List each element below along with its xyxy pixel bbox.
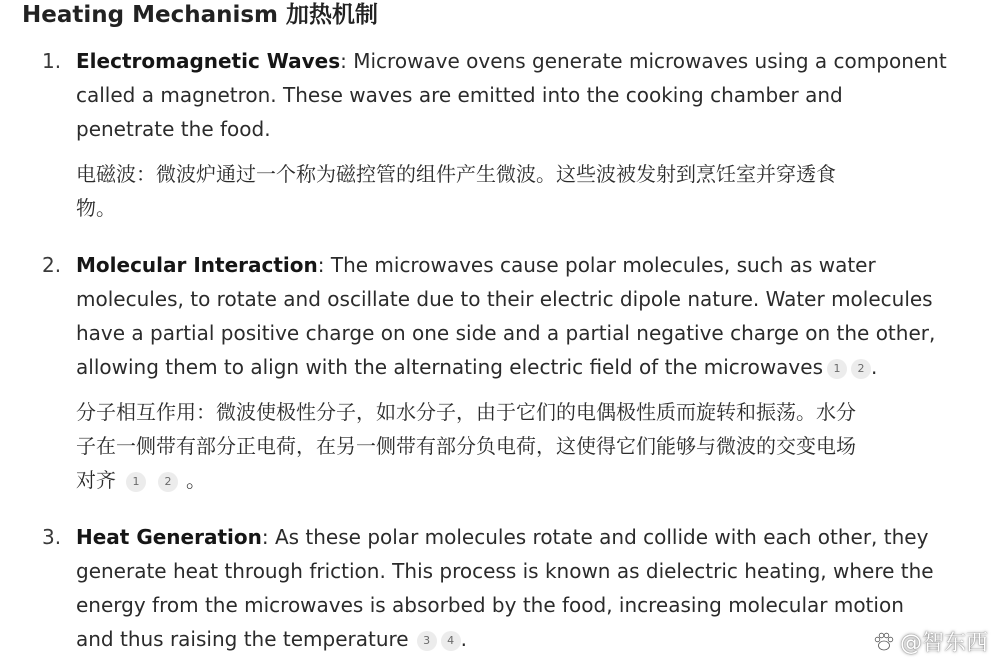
translation-text: 对齐 — [76, 468, 116, 492]
item-text: and thus raising the temperature — [76, 627, 409, 651]
translation-text: 物。 — [76, 196, 116, 220]
item-title: Heat Generation — [76, 525, 262, 549]
item-text: molecules, to rotate and oscillate due to their electric dipole nature. Water molecules — [76, 287, 933, 311]
item-text: have a partial positive charge on one side and a partial negative charge on the other, — [76, 321, 936, 345]
watermark-text: @智东西 — [899, 631, 988, 656]
list-item-molecular-interaction — [76, 248, 981, 384]
list-item-heat-generation — [76, 520, 981, 656]
section-heading: Heating Mechanism 加热机制 — [22, 2, 379, 28]
translation-text: 电磁波：微波炉通过一个称为磁控管的组件产生微波。这些波被发射到烹饪室并穿透食 — [76, 162, 836, 186]
item-text: : Microwave ovens generate microwaves using a component — [340, 49, 947, 73]
item-translation — [76, 157, 981, 225]
item-text: generate heat through friction. This process is known as dielectric heating, where the — [76, 559, 934, 583]
translation-text: 子在一侧带有部分正电荷，在另一侧带有部分负电荷，这使得它们能够与微波的交变电场 — [76, 434, 856, 458]
item-translation — [76, 395, 981, 497]
list-number: 2. — [42, 253, 62, 277]
citation-badge[interactable]: 1 — [126, 472, 146, 492]
citation-badge[interactable]: 2 — [158, 472, 178, 492]
translation-text: 分子相互作用：微波使极性分子，如水分子，由于它们的电偶极性质而旋转和振荡。水分 — [76, 400, 856, 424]
citation-badge[interactable]: 3 — [417, 631, 437, 651]
item-text-end: . — [460, 627, 467, 651]
item-text-end: . — [871, 355, 878, 379]
item-text: : As these polar molecules rotate and collide with each other, they — [261, 525, 929, 549]
item-text: energy from the microwaves is absorbed by the food, increasing molecular motion — [76, 593, 904, 617]
item-title: Molecular Interaction — [76, 253, 318, 277]
watermark — [872, 630, 988, 658]
citation-badge[interactable]: 4 — [441, 631, 461, 651]
list-number: 1. — [42, 49, 62, 73]
citation-badge[interactable]: 2 — [851, 359, 871, 379]
item-text: : The microwaves cause polar molecules, such as water — [317, 253, 876, 277]
citation-badge[interactable]: 1 — [827, 359, 847, 379]
list-number: 3. — [42, 525, 62, 549]
item-text: called a magnetron. These waves are emitted into the cooking chamber and — [76, 83, 843, 107]
item-text: allowing them to align with the alternating electric field of the microwaves — [76, 355, 823, 379]
list-item-electromagnetic-waves — [76, 44, 981, 146]
item-title: Electromagnetic Waves — [76, 49, 341, 73]
item-text: penetrate the food. — [76, 117, 271, 141]
paw-logo-icon — [872, 630, 896, 654]
translation-text-end: 。 — [186, 468, 206, 492]
